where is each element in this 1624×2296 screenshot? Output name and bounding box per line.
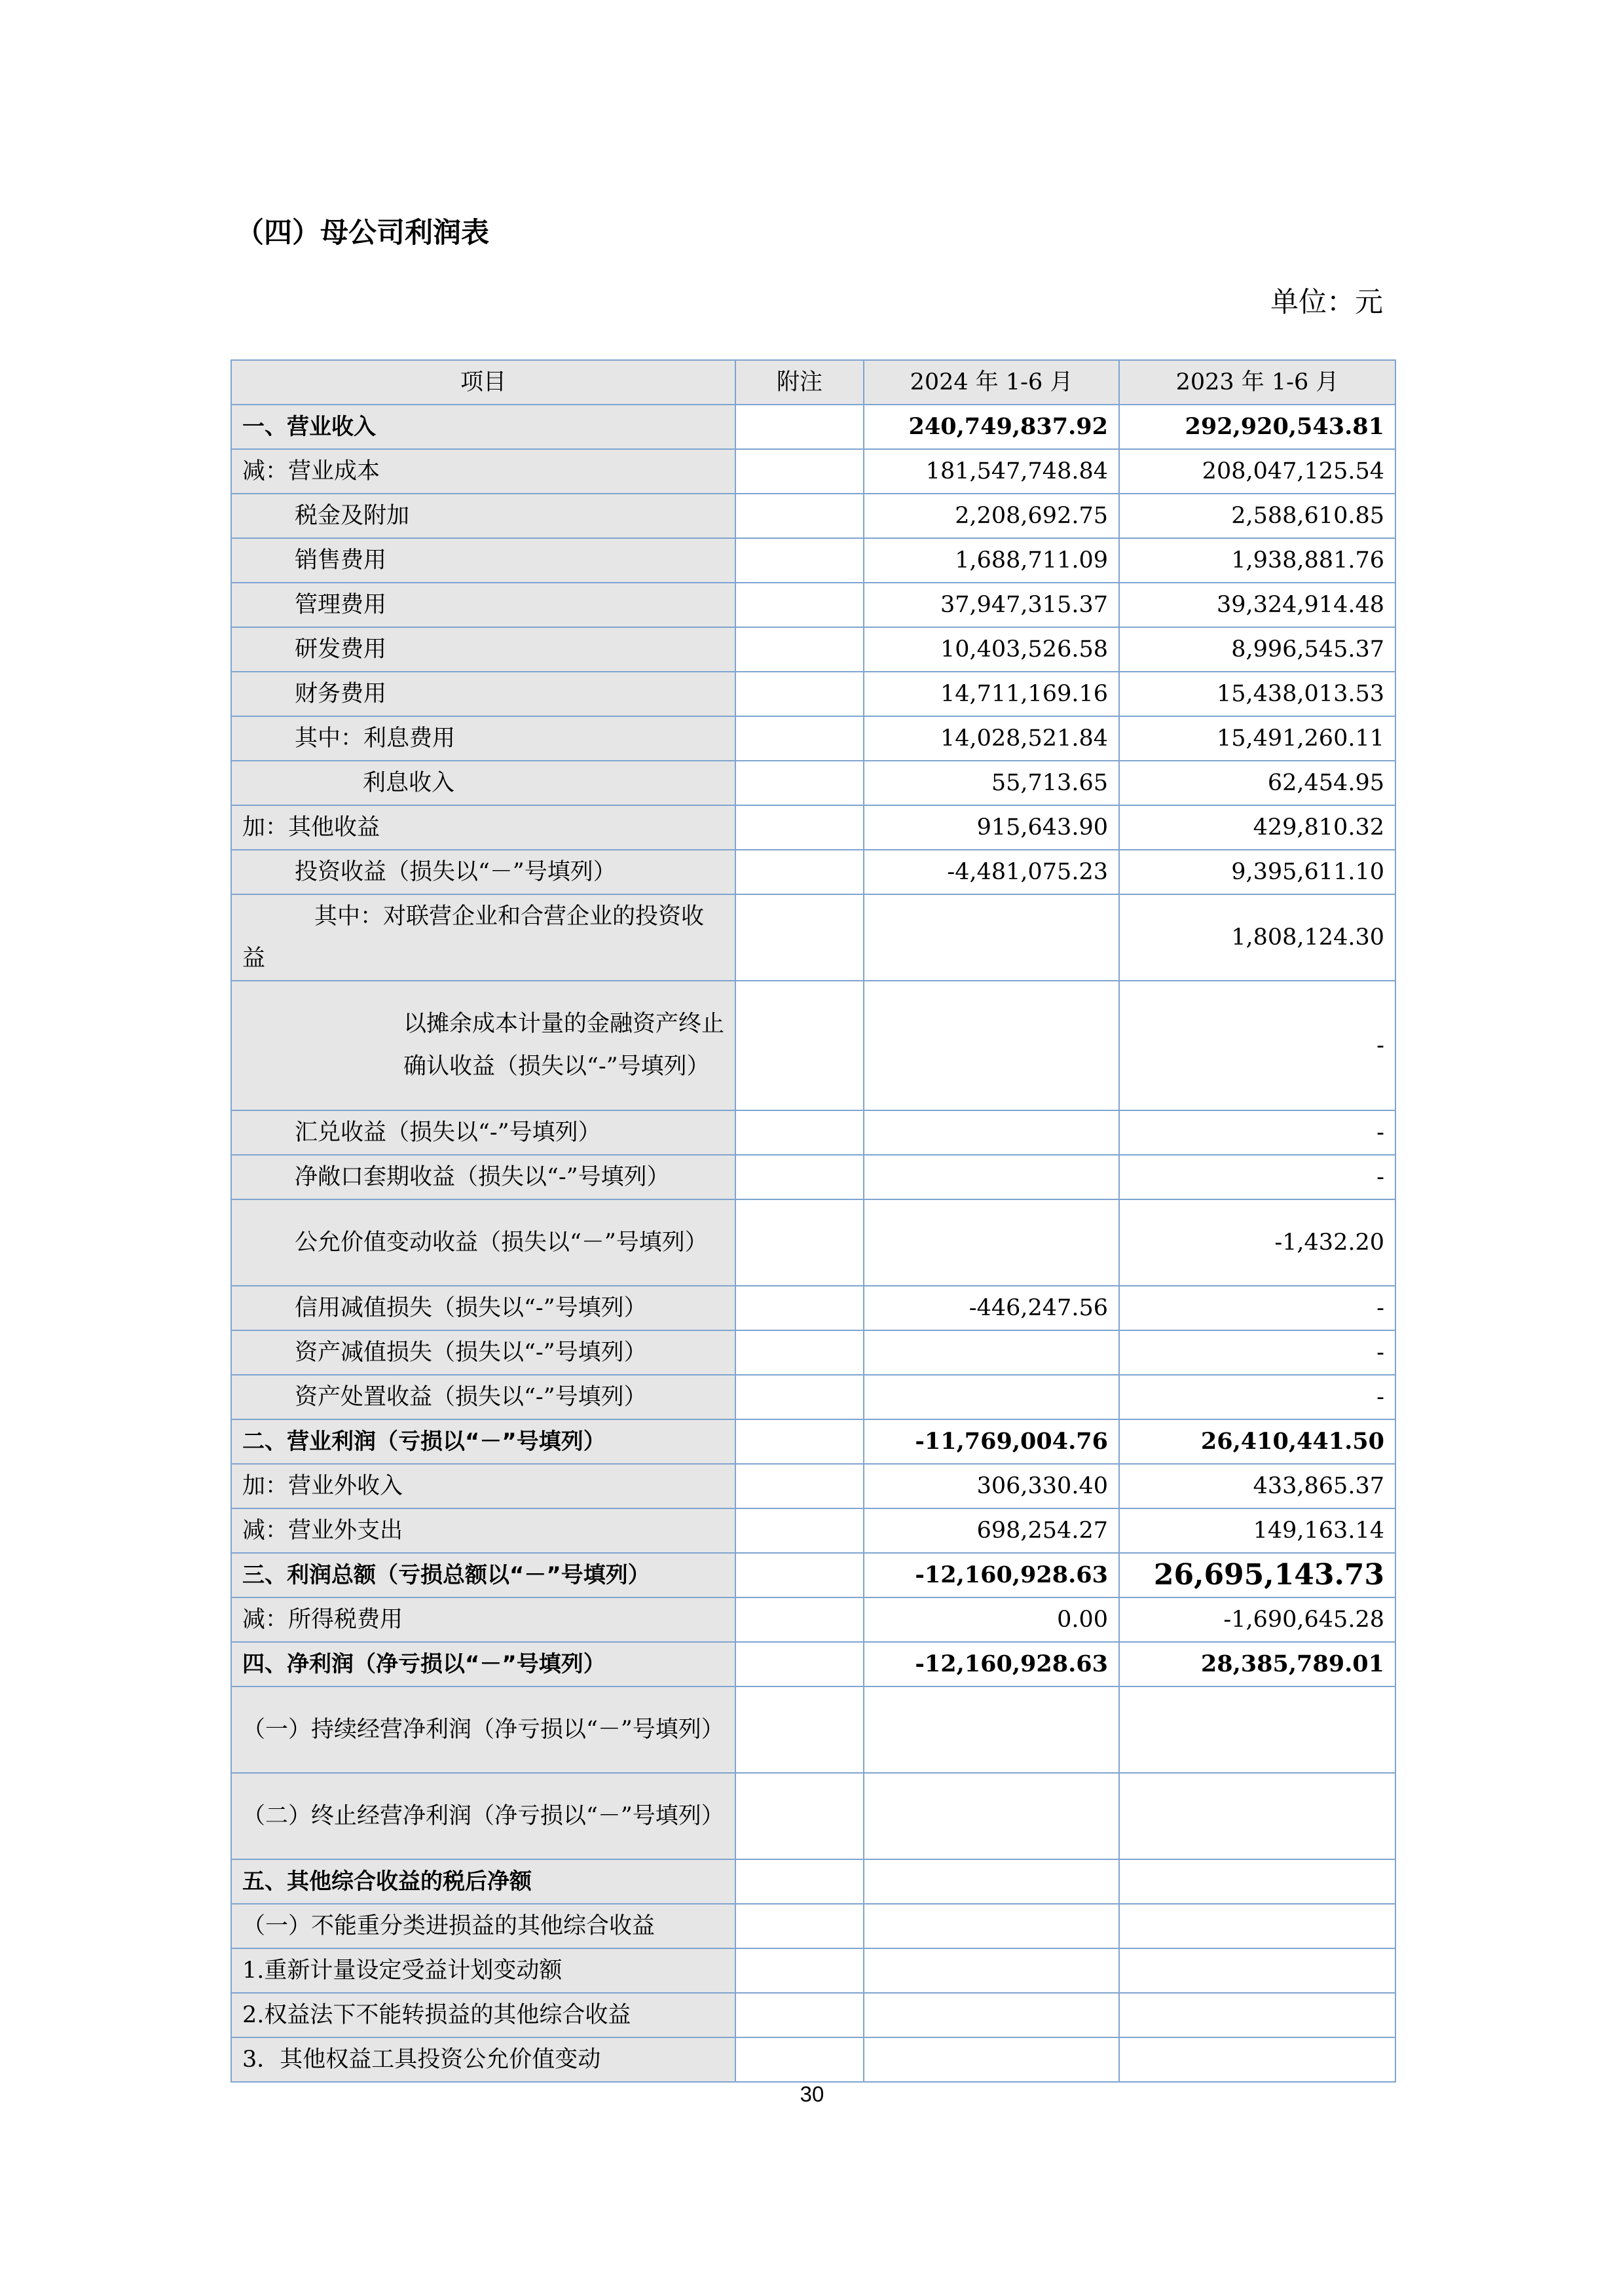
- row-label: 减：所得税费用: [231, 1597, 735, 1642]
- table-row: [231, 1773, 1395, 1859]
- row-value-2024: 1,688,711.09: [864, 538, 1119, 583]
- row-value-2023: -: [1119, 981, 1395, 1110]
- row-value-2023: [1119, 1773, 1395, 1859]
- row-value-2024: 37,947,315.37: [864, 583, 1119, 627]
- table-row: [231, 1464, 1395, 1508]
- row-value-2024: [864, 1330, 1119, 1375]
- row-value-2024: [864, 894, 1119, 981]
- row-label: （二）终止经营净利润（净亏损以“－”号填列）: [231, 1773, 735, 1859]
- row-note: [735, 850, 864, 894]
- table-row: [231, 494, 1395, 538]
- row-value-2024: 10,403,526.58: [864, 627, 1119, 672]
- row-value-2024: [864, 981, 1119, 1110]
- row-label: 资产处置收益（损失以“-”号填列）: [231, 1375, 735, 1419]
- row-note: [735, 1597, 864, 1642]
- row-value-2023: -: [1119, 1330, 1395, 1375]
- row-value-2024: -446,247.56: [864, 1286, 1119, 1330]
- row-note: [735, 1286, 864, 1330]
- table-row: [231, 1199, 1395, 1286]
- row-value-2024: -4,481,075.23: [864, 850, 1119, 894]
- row-value-2024: [864, 1993, 1119, 2037]
- row-value-2024: [864, 1199, 1119, 1286]
- row-value-2023: 208,047,125.54: [1119, 449, 1395, 494]
- row-label: 资产减值损失（损失以“-”号填列）: [231, 1330, 735, 1375]
- row-label: （一）不能重分类进损益的其他综合收益: [231, 1904, 735, 1948]
- row-note: [735, 1199, 864, 1286]
- row-note: [735, 1508, 864, 1553]
- row-value-2024: 915,643.90: [864, 805, 1119, 850]
- row-note: [735, 405, 864, 449]
- table-row: [231, 850, 1395, 894]
- row-value-2023: [1119, 2037, 1395, 2082]
- header-col-2024: 2024 年 1-6 月: [864, 360, 1119, 405]
- row-label: 三、利润总额（亏损总额以“－”号填列）: [231, 1553, 735, 1597]
- row-label: 汇兑收益（损失以“-”号填列）: [231, 1110, 735, 1155]
- table-row: [231, 1110, 1395, 1155]
- row-note: [735, 1642, 864, 1686]
- table-row: [231, 716, 1395, 761]
- row-label: 信用减值损失（损失以“-”号填列）: [231, 1286, 735, 1330]
- row-value-2024: 181,547,748.84: [864, 449, 1119, 494]
- table-row: [231, 1948, 1395, 1993]
- row-label: 其中：利息费用: [231, 716, 735, 761]
- row-value-2024: [864, 2037, 1119, 2082]
- table-row: [231, 1155, 1395, 1199]
- row-value-2023: 1,938,881.76: [1119, 538, 1395, 583]
- row-note: [735, 1948, 864, 1993]
- row-label: （一）持续经营净利润（净亏损以“－”号填列）: [231, 1686, 735, 1773]
- table-row: [231, 761, 1395, 805]
- row-value-2023: 15,438,013.53: [1119, 672, 1395, 716]
- table-row: [231, 1508, 1395, 1553]
- row-value-2024: -12,160,928.63: [864, 1642, 1119, 1686]
- table-row: [231, 1286, 1395, 1330]
- table-row: [231, 805, 1395, 850]
- row-value-2024: [864, 1686, 1119, 1773]
- row-note: [735, 1330, 864, 1375]
- row-label: 投资收益（损失以“－”号填列）: [231, 850, 735, 894]
- row-label: 研发费用: [231, 627, 735, 672]
- row-note: [735, 981, 864, 1110]
- row-note: [735, 627, 864, 672]
- table-row: [231, 672, 1395, 716]
- row-label: 减：营业成本: [231, 449, 735, 494]
- row-value-2024: 14,028,521.84: [864, 716, 1119, 761]
- table-row: [231, 1686, 1395, 1773]
- row-note: [735, 672, 864, 716]
- row-value-2023: 149,163.14: [1119, 1508, 1395, 1553]
- row-value-2024: [864, 1859, 1119, 1904]
- row-value-2023: 26,695,143.73: [1119, 1553, 1395, 1597]
- row-label: 一、营业收入: [231, 405, 735, 449]
- row-value-2023: 62,454.95: [1119, 761, 1395, 805]
- row-value-2023: [1119, 1686, 1395, 1773]
- income-statement-table: [231, 359, 1396, 2083]
- row-value-2023: [1119, 1859, 1395, 1904]
- row-value-2023: -1,690,645.28: [1119, 1597, 1395, 1642]
- row-label: 利息收入: [231, 761, 735, 805]
- row-label: 减：营业外支出: [231, 1508, 735, 1553]
- row-value-2023: 433,865.37: [1119, 1464, 1395, 1508]
- row-label: 加：营业外收入: [231, 1464, 735, 1508]
- row-value-2024: [864, 1773, 1119, 1859]
- row-value-2024: 306,330.40: [864, 1464, 1119, 1508]
- table-row: [231, 1642, 1395, 1686]
- row-note: [735, 805, 864, 850]
- row-value-2023: 15,491,260.11: [1119, 716, 1395, 761]
- table-row: [231, 449, 1395, 494]
- row-value-2023: 2,588,610.85: [1119, 494, 1395, 538]
- row-note: [735, 1110, 864, 1155]
- row-label: 其中：对联营企业和合营企业的投资收益: [231, 894, 735, 981]
- page-title: （四）母公司利润表: [236, 217, 489, 249]
- row-note: [735, 1904, 864, 1948]
- row-note: [735, 1993, 864, 2037]
- row-value-2024: [864, 1948, 1119, 1993]
- row-value-2023: -: [1119, 1375, 1395, 1419]
- table-row: [231, 1904, 1395, 1948]
- row-label: 公允价值变动收益（损失以“－”号填列）: [231, 1199, 735, 1286]
- table-row: [231, 583, 1395, 627]
- row-value-2024: [864, 1110, 1119, 1155]
- row-value-2024: 2,208,692.75: [864, 494, 1119, 538]
- table-row: [231, 1419, 1395, 1464]
- row-label: 税金及附加: [231, 494, 735, 538]
- header-item: 项目: [231, 360, 735, 405]
- row-value-2023: 26,410,441.50: [1119, 1419, 1395, 1464]
- row-note: [735, 583, 864, 627]
- row-label: 管理费用: [231, 583, 735, 627]
- row-value-2024: [864, 1904, 1119, 1948]
- row-label: 财务费用: [231, 672, 735, 716]
- table-header-row: [231, 360, 1395, 405]
- row-note: [735, 449, 864, 494]
- row-label: 五、其他综合收益的税后净额: [231, 1859, 735, 1904]
- row-value-2023: 1,808,124.30: [1119, 894, 1395, 981]
- row-note: [735, 1553, 864, 1597]
- row-label: 2.权益法下不能转损益的其他综合收益: [231, 1993, 735, 2037]
- row-note: [735, 761, 864, 805]
- header-note: 附注: [735, 360, 864, 405]
- row-note: [735, 1859, 864, 1904]
- row-note: [735, 1773, 864, 1859]
- row-note: [735, 1464, 864, 1508]
- row-value-2023: [1119, 1904, 1395, 1948]
- row-value-2023: -: [1119, 1286, 1395, 1330]
- page-number: 30: [800, 2082, 824, 2106]
- row-value-2024: [864, 1375, 1119, 1419]
- row-value-2024: -11,769,004.76: [864, 1419, 1119, 1464]
- row-value-2023: -: [1119, 1110, 1395, 1155]
- row-value-2024: [864, 1155, 1119, 1199]
- row-label: 二、营业利润（亏损以“－”号填列）: [231, 1419, 735, 1464]
- row-label: 3．其他权益工具投资公允价值变动: [231, 2037, 735, 2082]
- table-row: [231, 627, 1395, 672]
- table-row: [231, 1993, 1395, 2037]
- row-value-2023: 28,385,789.01: [1119, 1642, 1395, 1686]
- table-row: [231, 1553, 1395, 1597]
- row-value-2024: 55,713.65: [864, 761, 1119, 805]
- row-note: [735, 1419, 864, 1464]
- row-value-2023: 429,810.32: [1119, 805, 1395, 850]
- table-row: [231, 1375, 1395, 1419]
- row-value-2023: -: [1119, 1155, 1395, 1199]
- table-row: [231, 2037, 1395, 2082]
- table-row: [231, 1597, 1395, 1642]
- table-row: [231, 894, 1395, 981]
- row-note: [735, 538, 864, 583]
- row-note: [735, 2037, 864, 2082]
- row-value-2023: [1119, 1993, 1395, 2037]
- row-value-2023: 8,996,545.37: [1119, 627, 1395, 672]
- row-note: [735, 894, 864, 981]
- row-note: [735, 494, 864, 538]
- header-col-2023: 2023 年 1-6 月: [1119, 360, 1395, 405]
- row-value-2024: -12,160,928.63: [864, 1553, 1119, 1597]
- row-value-2023: [1119, 1948, 1395, 1993]
- row-value-2023: 292,920,543.81: [1119, 405, 1395, 449]
- row-note: [735, 716, 864, 761]
- row-value-2023: -1,432.20: [1119, 1199, 1395, 1286]
- table-row: [231, 1859, 1395, 1904]
- row-value-2024: 0.00: [864, 1597, 1119, 1642]
- row-label: 1.重新计量设定受益计划变动额: [231, 1948, 735, 1993]
- unit-label: 单位：元: [1270, 286, 1383, 319]
- row-note: [735, 1155, 864, 1199]
- row-value-2023: 39,324,914.48: [1119, 583, 1395, 627]
- table-row: [231, 405, 1395, 449]
- row-note: [735, 1686, 864, 1773]
- row-value-2023: 9,395,611.10: [1119, 850, 1395, 894]
- row-value-2024: 240,749,837.92: [864, 405, 1119, 449]
- row-label: 以摊余成本计量的金融资产终止确认收益（损失以“-”号填列）: [231, 981, 735, 1110]
- table-row: [231, 538, 1395, 583]
- row-label: 销售费用: [231, 538, 735, 583]
- row-value-2024: 698,254.27: [864, 1508, 1119, 1553]
- table-row: [231, 981, 1395, 1110]
- row-label: 加：其他收益: [231, 805, 735, 850]
- row-value-2024: 14,711,169.16: [864, 672, 1119, 716]
- row-label: 净敞口套期收益（损失以“-”号填列）: [231, 1155, 735, 1199]
- row-note: [735, 1375, 864, 1419]
- row-label: 四、净利润（净亏损以“－”号填列）: [231, 1642, 735, 1686]
- table-row: [231, 1330, 1395, 1375]
